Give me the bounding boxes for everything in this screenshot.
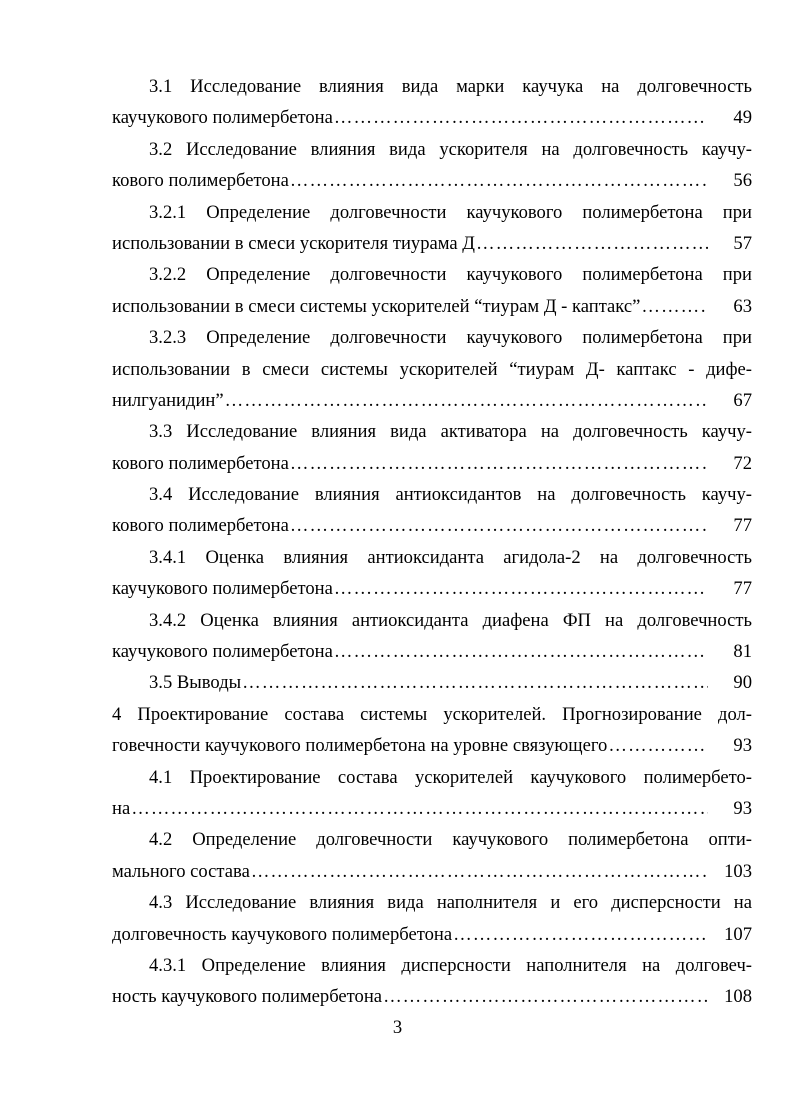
toc-entry-line: 4 Проектирование состава системы ускорителей. Прогнозирование дол- [112, 703, 752, 725]
toc-entry-last-line [112, 291, 752, 322]
dot-leader [290, 448, 708, 479]
toc-entry-title-end: кового полимербетона [112, 170, 289, 192]
dot-leader [608, 730, 708, 761]
toc-page-number: 57 [733, 232, 752, 254]
toc-entry-title-end: использовании в смеси системы ускорителей “тиурам Д - каптакс” [112, 295, 641, 317]
toc-entry-line: 3.2.2 Определение долговечности каучукового полимербетона при [149, 264, 752, 286]
toc-entry-title-end: нилгуанидин” [112, 389, 224, 411]
toc-entry [112, 667, 752, 698]
toc-entry [112, 479, 752, 542]
dot-leader [242, 667, 708, 698]
toc-entry-last-line [112, 793, 752, 824]
toc-page-number: 77 [733, 515, 752, 537]
dot-leader [383, 981, 708, 1012]
toc-entry-title-end: кового полимербетона [112, 452, 289, 474]
toc-entry [112, 950, 752, 1013]
toc-entry-last-line [112, 856, 752, 887]
toc-entry-line: 3.2.3 Определение долговечности каучукового полимербетона при [149, 327, 752, 349]
toc-entry-last-line [112, 102, 752, 133]
toc-page-number: 49 [733, 107, 752, 129]
toc-entry-title-end: каучукового полимербетона [112, 641, 333, 663]
toc-entry-title-end: кового полимербетона [112, 515, 289, 537]
toc-entry-line: 3.3 Исследование влияния вида активатора на долговечность каучу- [149, 421, 752, 443]
dot-leader [641, 291, 708, 322]
dot-leader [334, 636, 708, 667]
toc-entry-line: использовании в смеси системы ускорителей “тиурам Д- каптакс - дифе- [112, 358, 752, 380]
toc-page-number: 93 [733, 797, 752, 819]
toc-page-number: 108 [724, 986, 752, 1008]
toc-page-number: 90 [733, 672, 752, 694]
dot-leader [334, 102, 708, 133]
toc-entry [112, 762, 752, 825]
table-of-contents [112, 71, 752, 1013]
toc-entry-last-line [112, 919, 752, 950]
toc-entry-title-end: мального состава [112, 860, 250, 882]
dot-leader [334, 573, 708, 604]
toc-entry-last-line [112, 385, 752, 416]
dot-leader [453, 919, 708, 950]
toc-entry-title-end: говечности каучукового полимербетона на уровне связующего [112, 735, 608, 757]
toc-entry [112, 322, 752, 416]
toc-entry [112, 259, 752, 322]
toc-page-number: 72 [733, 452, 752, 474]
toc-entry-line: 4.3.1 Определение влияния дисперсности наполнителя на долговеч- [149, 954, 752, 976]
toc-entry-line: 3.4.1 Оценка влияния антиоксиданта агидола-2 на долговечность [149, 546, 752, 568]
toc-page-number: 63 [733, 295, 752, 317]
dot-leader [290, 510, 708, 541]
toc-entry-title-end: каучукового полимербетона [112, 107, 333, 129]
toc-entry [112, 542, 752, 605]
toc-entry [112, 824, 752, 887]
toc-entry [112, 197, 752, 260]
toc-entry-line: 3.2.1 Определение долговечности каучукового полимербетона при [149, 201, 752, 223]
toc-page-number: 93 [733, 735, 752, 757]
toc-entry-last-line [112, 165, 752, 196]
toc-entry [112, 134, 752, 197]
toc-entry-title-end: долговечность каучукового полимербетона [112, 923, 453, 945]
toc-entry-line: 4.2 Определение долговечности каучукового полимербетона опти- [149, 829, 752, 851]
toc-entry-line: 3.4.2 Оценка влияния антиоксиданта диафена ФП на долговечность [149, 609, 752, 631]
toc-entry-last-line [112, 228, 752, 259]
toc-entry-line: 3.4 Исследование влияния антиоксидантов на долговечность каучу- [149, 484, 752, 506]
dot-leader [131, 793, 708, 824]
toc-entry [112, 416, 752, 479]
toc-page-number: 67 [733, 389, 752, 411]
toc-entry-last-line [112, 730, 752, 761]
dot-leader [476, 228, 708, 259]
toc-entry [112, 605, 752, 668]
dot-leader [290, 165, 708, 196]
toc-page-number: 107 [724, 923, 752, 945]
dot-leader [225, 385, 708, 416]
toc-entry-title-end: каучукового полимербетона [112, 578, 333, 600]
dot-leader [251, 856, 708, 887]
toc-page-number: 77 [733, 578, 752, 600]
toc-entry-title-end: на [112, 797, 131, 819]
toc-entry-line: 4.3 Исследование влияния вида наполнителя и его дисперсности на [149, 892, 752, 914]
toc-page-number: 103 [724, 860, 752, 882]
toc-entry-line: 3.1 Исследование влияния вида марки каучука на долговечность [149, 76, 752, 97]
toc-entry-last-line [112, 667, 752, 698]
toc-entry-last-line [112, 448, 752, 479]
toc-entry-line: 4.1 Проектирование состава ускорителей каучукового полимербето- [149, 766, 752, 788]
toc-entry-title-end: использовании в смеси ускорителя тиурама Д [112, 232, 475, 254]
toc-entry [112, 71, 752, 134]
toc-entry [112, 887, 752, 950]
toc-entry-last-line [112, 636, 752, 667]
toc-page-number: 81 [733, 641, 752, 663]
toc-entry-last-line [112, 510, 752, 541]
toc-entry-last-line [112, 573, 752, 604]
toc-entry-last-line [112, 981, 752, 1012]
toc-entry-title-end: 3.5 Выводы [149, 672, 242, 694]
toc-entry [112, 699, 752, 762]
toc-entry-title-end: ность каучукового полимербетона [112, 986, 383, 1008]
toc-entry-line: 3.2 Исследование влияния вида ускорителя на долговечность каучу- [149, 138, 752, 160]
page-number: 3 [392, 1017, 403, 1038]
toc-page-number: 56 [733, 170, 752, 192]
